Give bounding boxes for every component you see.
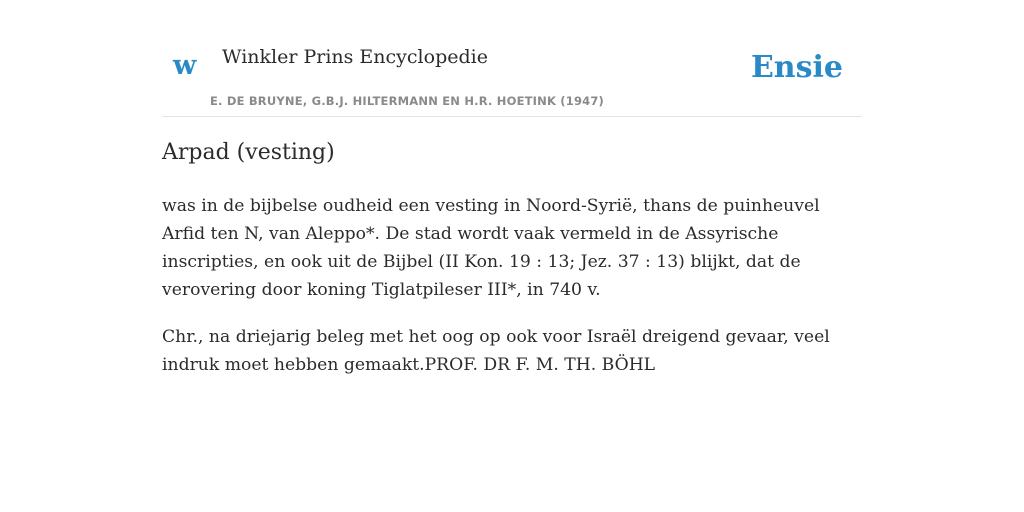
article-paragraph: was in de bijbelse oudheid een vesting in Noord-Syrië, thans de puinheuvel Arfid ten N, van Aleppo*. De stad wordt vaak vermeld in de Assyrische inscripties, en ook uit de Bijbel (II Kon. 19 : 13; Jez. 37 : 13) blijkt, dat de verovering door koning Tiglatpileser III*, in 740 v. — [162, 196, 820, 300]
article-title: Arpad (vesting) — [162, 140, 335, 165]
source-authors: E. DE BRUYNE, G.B.J. HILTERMANN EN H.R. HOETINK (1947) — [210, 94, 605, 108]
article-body — [162, 192, 864, 398]
ensie-logo-link[interactable]: Ensie — [750, 50, 843, 85]
source-title-link[interactable]: Winkler Prins Encyclopedie — [222, 46, 488, 68]
article-paragraph: Chr., na driejarig beleg met het oog op ook voor Israël dreigend gevaar, veel indruk moet hebben gemaakt.PROF. DR F. M. TH. BÖHL — [162, 327, 830, 375]
source-header — [162, 0, 862, 117]
source-logo[interactable]: w — [173, 50, 197, 81]
